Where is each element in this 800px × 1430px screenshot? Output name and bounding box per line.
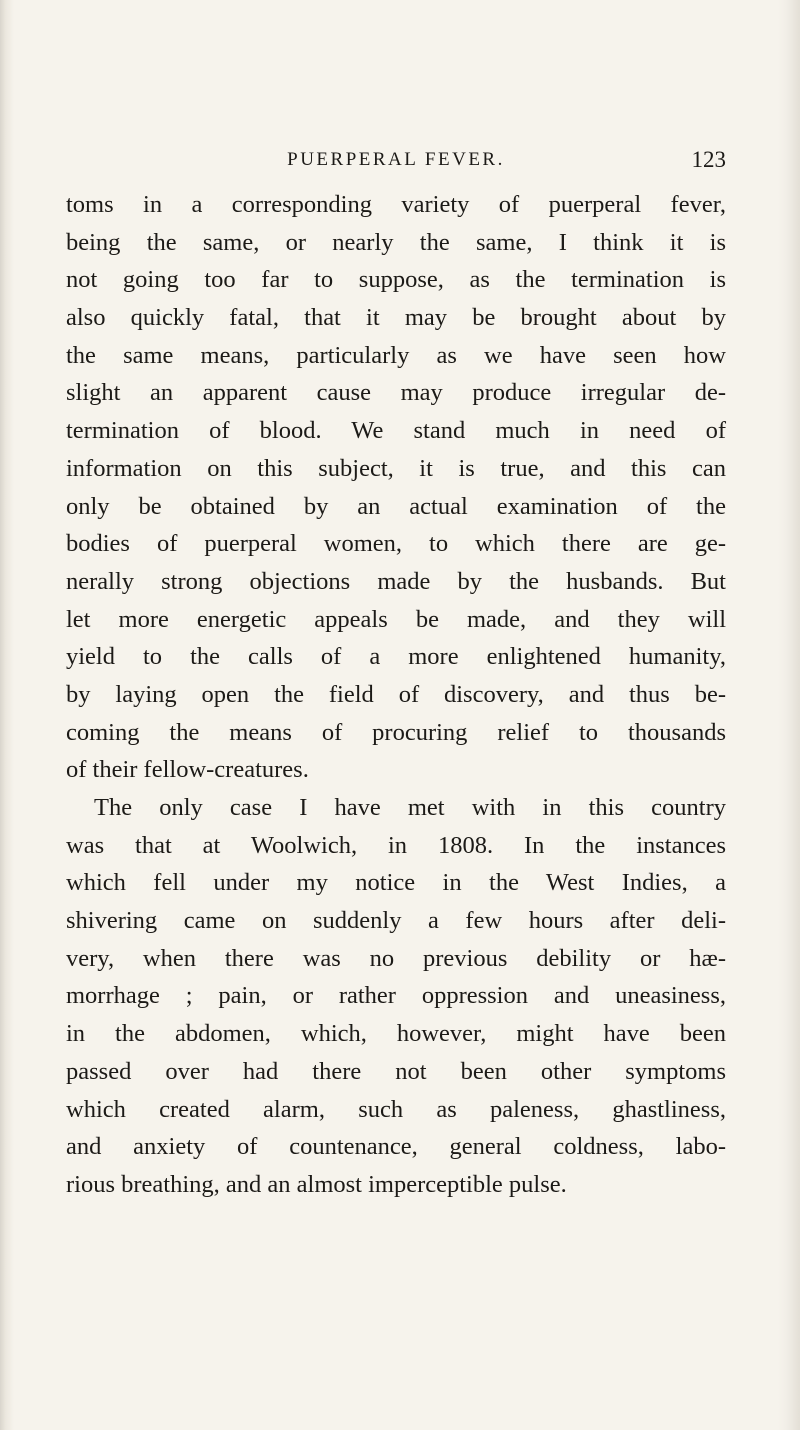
text-line: yield to the calls of a more enlightened humanity, [66, 643, 726, 671]
text-line: passed over had there not been other symptoms [66, 1057, 726, 1085]
text-line: rious breathing, and an almost imperceptible pulse. [66, 1170, 567, 1198]
running-title: PUERPERAL FEVER. [287, 149, 505, 170]
text-line: morrhage ; pain, or rather oppression and uneasiness, [66, 982, 726, 1010]
text-line: very, when there was no previous debility or hæ- [66, 944, 726, 972]
text-line: shivering came on suddenly a few hours after deli- [66, 907, 726, 935]
text-line: The only case I have met with in this country [94, 794, 726, 821]
text-line: not going too far to suppose, as the termination is [66, 266, 726, 294]
text-line: toms in a corresponding variety of puerperal fever, [66, 191, 726, 218]
text-line: nerally strong objections made by the husbands. But [66, 567, 726, 595]
text-line: was that at Woolwich, in 1808. In the instances [66, 831, 726, 859]
text-line: of their fellow-creatures. [66, 756, 309, 784]
text-line: slight an apparent cause may produce irregular de- [66, 379, 726, 407]
text-line: by laying open the field of discovery, and thus be- [66, 680, 726, 708]
page-number: 123 [691, 147, 726, 172]
text-line: coming the means of procuring relief to thousands [66, 718, 726, 746]
body-text [66, 186, 726, 1204]
running-head [66, 140, 726, 180]
text-line: termination of blood. We stand much in need of [66, 417, 726, 445]
text-line: also quickly fatal, that it may be brought about by [66, 304, 726, 332]
text-line: the same means, particularly as we have seen how [66, 341, 726, 369]
text-line: bodies of puerperal women, to which there are ge- [66, 530, 726, 558]
text-line: which created alarm, such as paleness, ghastliness, [66, 1095, 726, 1123]
text-line: in the abdomen, which, however, might have been [66, 1020, 726, 1048]
page-edge-left [0, 0, 14, 1430]
text-line: and anxiety of countenance, general coldness, labo- [66, 1133, 726, 1161]
text-line: which fell under my notice in the West Indies, a [66, 869, 726, 897]
page-edge-right [778, 0, 800, 1430]
text-line: information on this subject, it is true, and this can [66, 454, 726, 482]
text-line: only be obtained by an actual examination of the [66, 492, 726, 520]
text-line: being the same, or nearly the same, I think it is [66, 228, 726, 256]
text-line: let more energetic appeals be made, and they will [66, 605, 726, 633]
